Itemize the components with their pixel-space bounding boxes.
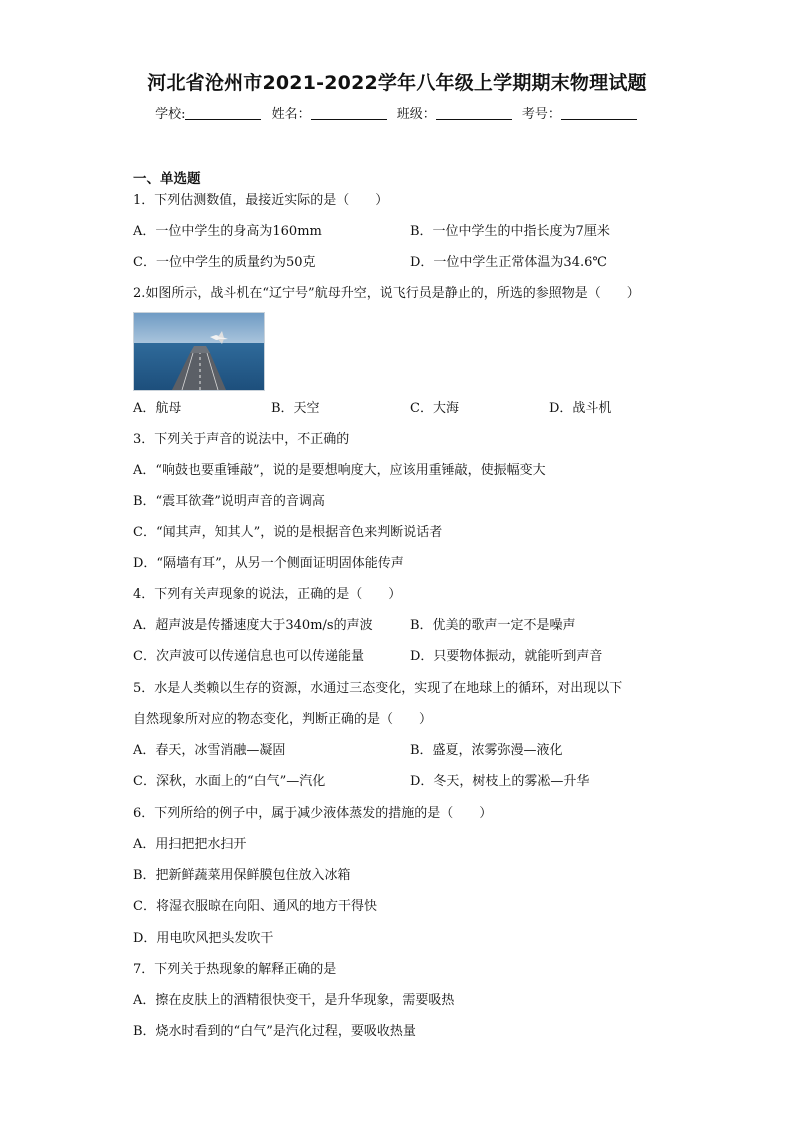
question-2-option-a: A．航母 — [133, 401, 182, 416]
question-6-stem: 6．下列所给的例子中，属于减少液体蒸发的措施的是（ ） — [133, 806, 493, 821]
question-5-option-a: A．春天，冰雪消融—凝固 — [133, 743, 286, 758]
question-6-option-c: C．将湿衣服晾在向阳、通风的地方干得快 — [133, 899, 377, 914]
name-label: 姓名： — [271, 107, 311, 122]
question-2-option-d: D．战斗机 — [549, 401, 612, 416]
class-label: 班级： — [396, 107, 436, 122]
class-field — [397, 103, 514, 122]
question-4-option-a: A．超声波是传播速度大于340m/s的声波 — [133, 618, 373, 633]
question-2-option-b: B．天空 — [271, 401, 320, 416]
question-1-option-c: C．一位中学生的质量约为50克 — [133, 255, 316, 270]
question-4-option-b: B．优美的歌声一定不是噪声 — [410, 618, 576, 633]
question-7-stem: 7．下列关于热现象的解释正确的是 — [133, 962, 337, 977]
question-7-option-a: A．擦在皮肤上的酒精很快变干，是升华现象，需要吸热 — [133, 993, 455, 1008]
school-label: 学校: — [155, 107, 186, 122]
name-blank[interactable] — [311, 119, 387, 120]
class-blank[interactable] — [436, 119, 512, 120]
question-3-stem: 3．下列关于声音的说法中，不正确的 — [133, 432, 350, 447]
question-1-option-b: B．一位中学生的中指长度为7厘米 — [410, 224, 610, 239]
question-5-stem-continued: 自然现象所对应的物态变化，判断正确的是（ ） — [133, 712, 433, 727]
number-blank[interactable] — [561, 119, 637, 120]
question-3-option-c: C．“闻其声，知其人”，说的是根据音色来判断说话者 — [133, 525, 443, 540]
question-6-option-d: D．用电吹风把头发吹干 — [133, 931, 274, 946]
section-heading: 一、单选题 — [133, 171, 201, 187]
question-1-stem: 1．下列估测数值，最接近实际的是（ ） — [133, 193, 389, 208]
question-6-option-b: B．把新鲜蔬菜用保鲜膜包住放入冰箱 — [133, 868, 351, 883]
question-5-option-c: C．深秋，水面上的“白气”—汽化 — [133, 774, 326, 789]
question-7-option-b: B．烧水时看到的“白气”是汽化过程，要吸收热量 — [133, 1024, 416, 1039]
student-info-row — [0, 103, 794, 122]
question-3-option-d: D．“隔墙有耳”，从另一个侧面证明固体能传声 — [133, 556, 404, 571]
question-5-option-b: B．盛夏，浓雾弥漫—液化 — [410, 743, 563, 758]
question-2-option-c: C．大海 — [410, 401, 459, 416]
question-4-option-c: C．次声波可以传递信息也可以传递能量 — [133, 649, 364, 664]
question-3-option-a: A．“响鼓也要重锤敲”，说的是要想响度大，应该用重锤敲，使振幅变大 — [133, 463, 546, 478]
question-1-option-d: D．一位中学生正常体温为34.6℃ — [410, 255, 607, 270]
number-field — [522, 103, 639, 122]
question-5-option-d: D．冬天，树枝上的雾凇—升华 — [410, 774, 590, 789]
school-field — [155, 103, 263, 122]
name-field — [272, 103, 389, 122]
question-4-option-d: D．只要物体振动，就能听到声音 — [410, 649, 603, 664]
question-3-option-b: B．“震耳欲聋”说明声音的音调高 — [133, 494, 325, 509]
aircraft-carrier-photo — [133, 312, 265, 391]
question-6-option-a: A．用扫把把水扫开 — [133, 837, 247, 852]
question-2-stem: 2.如图所示，战斗机在“辽宁号”航母升空，说飞行员是静止的，所选的参照物是（ ） — [133, 286, 640, 301]
page-title: 河北省沧州市2021-2022学年八年级上学期期末物理试题 — [147, 72, 647, 94]
question-5-stem: 5．水是人类赖以生存的资源，水通过三态变化，实现了在地球上的循环，对出现以下 — [133, 681, 623, 696]
question-1-option-a: A．一位中学生的身高为160mm — [133, 224, 322, 239]
school-blank[interactable] — [185, 119, 261, 120]
question-4-stem: 4．下列有关声现象的说法，正确的是（ ） — [133, 587, 402, 602]
number-label: 考号： — [521, 107, 561, 122]
carrier-jet-illustration — [134, 313, 264, 390]
